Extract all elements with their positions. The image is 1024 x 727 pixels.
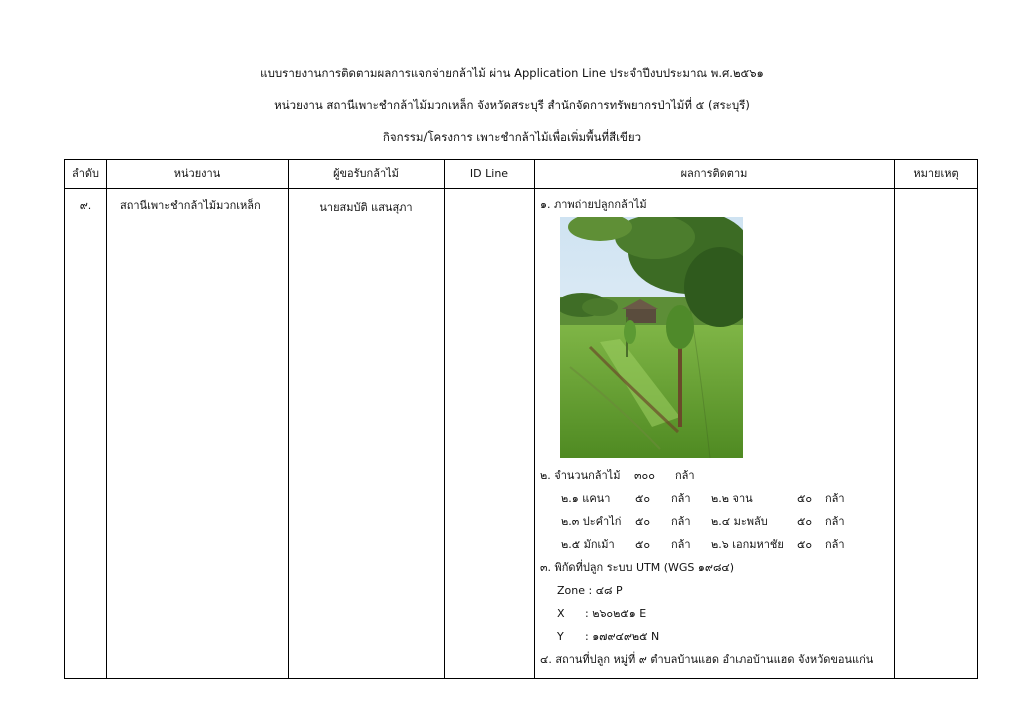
species-unit: กล้า <box>825 538 845 551</box>
utm-zone: Zone : ๔๘ P <box>557 584 623 597</box>
species-unit: กล้า <box>671 538 691 551</box>
planting-location: ๔. สถานที่ปลูก หมู่ที่ ๙ ตำบลบ้านแฮด อำเภอบ้านแฮด จังหวัดขอนแก่น <box>540 653 874 666</box>
utm-y-label: Y <box>557 630 564 643</box>
species-qty: ๕๐ <box>797 515 813 528</box>
species-name: ๒.๒ จาน <box>711 492 753 505</box>
species-qty: ๕๐ <box>797 492 813 505</box>
row-unit: สถานีเพาะชำกล้าไม้มวกเหล็ก <box>120 199 261 212</box>
species-qty: ๕๐ <box>635 538 651 551</box>
utm-y-value: : ๑๗๙๔๙๒๕ N <box>585 630 660 643</box>
header-id-line: ID Line <box>469 167 509 180</box>
column-divider <box>106 160 107 678</box>
planting-photo <box>560 217 743 458</box>
header-recipient: ผู้ขอรับกล้าไม้ <box>333 167 399 180</box>
report-agency-line: หน่วยงาน สถานีเพาะชำกล้าไม้มวกเหล็ก จังหวัดสระบุรี สำนักจัดการทรัพยากรป่าไม้ที่ ๕ (สระบุรี) <box>274 98 750 112</box>
total-label: ๒. จำนวนกล้าไม้ <box>540 469 621 482</box>
column-divider <box>534 160 535 678</box>
report-project-line: กิจกรรม/โครงการ เพาะชำกล้าไม้เพื่อเพิ่มพื้นที่สีเขียว <box>382 130 642 144</box>
total-unit: กล้า <box>675 469 695 482</box>
header-result: ผลการติดตาม <box>680 167 748 180</box>
species-name: ๒.๔ มะพลับ <box>711 515 768 528</box>
column-divider <box>444 160 445 678</box>
species-qty: ๕๐ <box>797 538 813 551</box>
column-divider <box>894 160 895 678</box>
header-no: ลำดับ <box>71 167 100 180</box>
photo-label: ๑. ภาพถ่ายปลูกกล้าไม้ <box>540 198 647 211</box>
header-unit: หน่วยงาน <box>173 167 221 180</box>
species-name: ๒.๑ แคนา <box>561 492 611 505</box>
row-recipient: นายสมบัติ แสนสุภา <box>319 201 413 214</box>
species-name: ๒.๕ มักเม้า <box>561 538 615 551</box>
species-unit: กล้า <box>671 492 691 505</box>
species-unit: กล้า <box>825 492 845 505</box>
species-unit: กล้า <box>825 515 845 528</box>
species-unit: กล้า <box>671 515 691 528</box>
utm-x-label: X <box>557 607 565 620</box>
followup-table <box>64 159 978 679</box>
species-qty: ๕๐ <box>635 492 651 505</box>
species-name: ๒.๓ ปะคำไก่ <box>561 515 622 528</box>
report-title: แบบรายงานการติดตามผลการแจกจ่ายกล้าไม้ ผ่าน Application Line ประจำปีงบประมาณ พ.ศ.๒๕๖๑ <box>260 66 764 80</box>
column-divider <box>288 160 289 678</box>
header-divider <box>65 188 977 189</box>
species-qty: ๕๐ <box>635 515 651 528</box>
coordinate-label: ๓. พิกัดที่ปลูก ระบบ UTM (WGS ๑๙๘๔) <box>540 561 735 574</box>
header-remark: หมายเหตุ <box>913 167 959 180</box>
row-number: ๙. <box>79 199 92 212</box>
species-name: ๒.๖ เอกมหาชัย <box>711 538 784 551</box>
total-value: ๓๐๐ <box>634 469 655 482</box>
utm-x-value: : ๒๖๐๒๕๑ E <box>585 607 647 620</box>
